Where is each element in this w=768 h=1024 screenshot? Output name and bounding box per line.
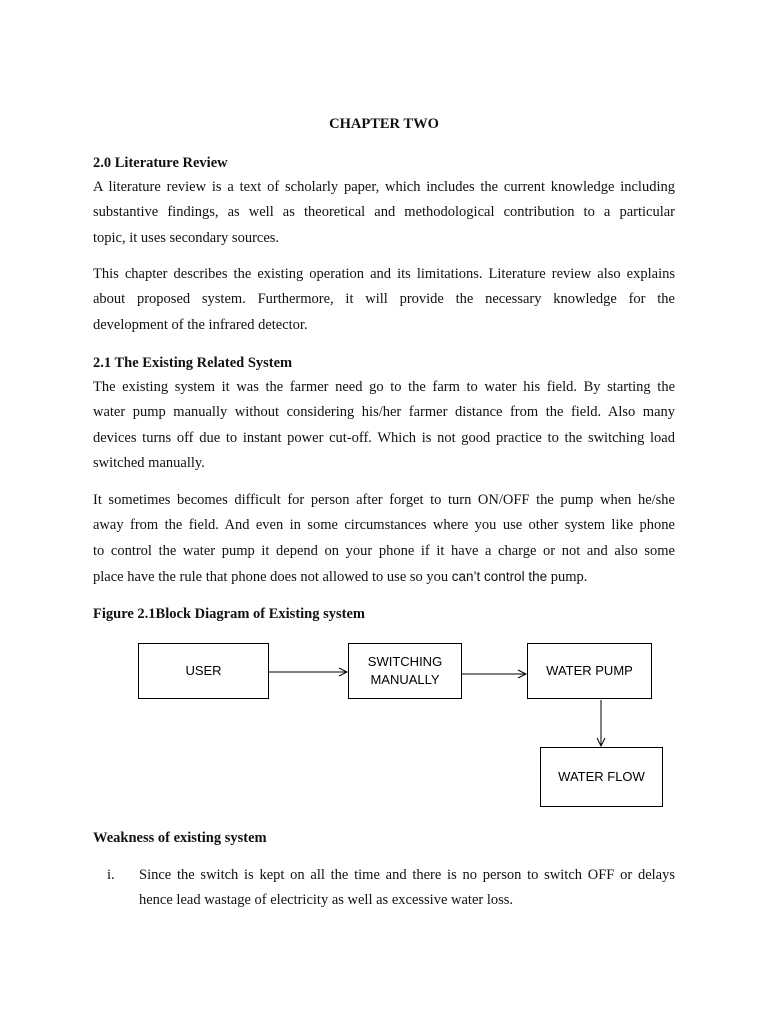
text-line: A literature review is a text of scholarly paper, which includes the current knowledge including	[93, 179, 675, 195]
text-segment-mono: can’t control the	[451, 568, 548, 584]
section-heading-literature-review: 2.0 Literature Review	[93, 155, 228, 171]
existing-system-paragraph-2	[93, 488, 675, 590]
list-item-text	[139, 863, 675, 914]
box-water-pump	[527, 643, 652, 699]
text-line: Since the switch is kept on all the time and there is no person to switch OFF or delays	[139, 867, 675, 883]
text-line: It sometimes becomes difficult for person after forget to turn ON/OFF the pump when he/she	[93, 492, 675, 508]
figure-caption: Figure 2.1Block Diagram of Existing system	[93, 606, 365, 622]
chapter-title: CHAPTER TWO	[329, 116, 439, 132]
text-line: The existing system it was the farmer need go to the farm to water his field. By starting the	[93, 379, 675, 395]
box-label-line: MANUALLY	[370, 672, 440, 687]
text-line: This chapter describes the existing operation and its limitations. Literature review also explains	[93, 266, 675, 282]
box-user	[138, 643, 269, 699]
box-label: WATER FLOW	[558, 769, 645, 784]
text-line: to control the water pump it depend on your phone if it have a charge or not and also some	[93, 542, 675, 559]
text-line: away from the field. And even in some circumstances where you use other system like phone	[93, 517, 675, 534]
text-line: devices turns off due to instant power cut-off. Which is not good practice to the switching load	[93, 429, 675, 446]
text-line: switched manually.	[93, 454, 205, 471]
box-label: WATER PUMP	[546, 663, 633, 678]
text-line: about proposed system. Furthermore, it will provide the necessary knowledge for the	[93, 291, 675, 308]
text-segment: place have the rule that phone does not allowed to use so you	[93, 568, 452, 585]
box-water-flow	[540, 747, 663, 807]
text-line: topic, it uses secondary sources.	[93, 229, 280, 246]
list-marker: i.	[107, 867, 115, 883]
box-label-line: SWITCHING	[367, 654, 443, 669]
text-line: substantive findings, as well as theoretical and methodological contribution to a particular	[93, 204, 675, 221]
text-line: water pump manually without considering his/her farmer distance from the field. Also many	[93, 404, 675, 421]
text-line: hence lead wastage of electricity as well as excessive water loss.	[139, 892, 514, 909]
weakness-heading: Weakness of existing system	[93, 830, 267, 846]
text-line: development of the infrared detector.	[93, 316, 308, 333]
section-heading-existing-system: 2.1 The Existing Related System	[93, 355, 293, 371]
box-label: USER	[185, 663, 222, 678]
text-segment: pump.	[547, 568, 588, 585]
existing-system-paragraph-1	[93, 375, 675, 476]
literature-review-paragraph-2	[93, 262, 675, 338]
literature-review-paragraph-1	[93, 175, 675, 251]
box-switching-manually	[348, 643, 462, 699]
text-line	[93, 564, 675, 590]
